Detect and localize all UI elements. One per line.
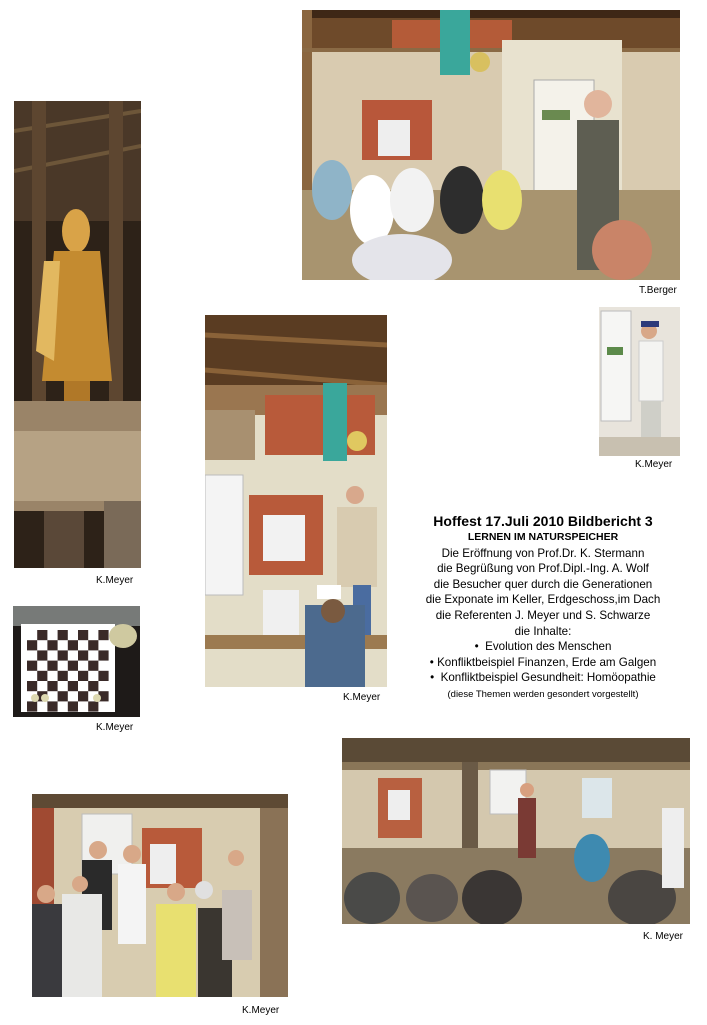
photo-credit: K.Meyer: [96, 575, 134, 586]
report-note: (diese Themen werden gesondert vorgestellt): [447, 688, 639, 700]
report-text: [405, 512, 681, 703]
report-title: Hoffest 17.Juli 2010 Bildbericht 3: [433, 513, 653, 529]
report-line: Die Eröffnung von Prof.Dr. K. Stermann: [441, 546, 645, 560]
report-subtitle: LERNEN IM NATURSPEICHER: [467, 531, 619, 543]
report-line: die Exponate im Keller, Erdgeschoss,im Dach: [425, 593, 661, 607]
report-line: die Referenten J. Meyer und S. Schwarze: [435, 608, 651, 622]
photo-lecture-group: [302, 10, 680, 280]
photo-wooden-statue: [14, 101, 141, 568]
report-bullet: • Evolution des Menschen: [474, 640, 612, 654]
report-bullet: • Konfliktbeispiel Finanzen, Erde am Galgen: [429, 655, 657, 669]
photo-audience-right: [342, 738, 690, 924]
report-bullet: • Konfliktbeispiel Gesundheit: Homöopathie: [430, 671, 656, 685]
photo-visitors-left: [32, 794, 288, 997]
report-line: die Inhalte:: [514, 624, 572, 638]
report-line: die Begrüßung von Prof.Dipl.-Ing. A. Wolf: [437, 562, 649, 576]
photo-credit: K. Meyer: [643, 931, 684, 942]
photo-exhibit-room: [205, 315, 387, 687]
photo-speaker: [599, 307, 680, 456]
bullet-icon: •: [429, 655, 438, 669]
photo-credit: K.Meyer: [343, 692, 381, 703]
photo-credit: K.Meyer: [635, 459, 673, 470]
photo-chessboard: [13, 606, 140, 717]
photo-credit: K.Meyer: [242, 1005, 280, 1016]
photo-credit: K.Meyer: [96, 722, 134, 733]
bullet-icon: •: [430, 671, 441, 685]
bullet-icon: •: [474, 640, 486, 654]
report-line: die Besucher quer durch die Generationen: [433, 577, 653, 591]
photo-credit: T.Berger: [639, 285, 677, 296]
